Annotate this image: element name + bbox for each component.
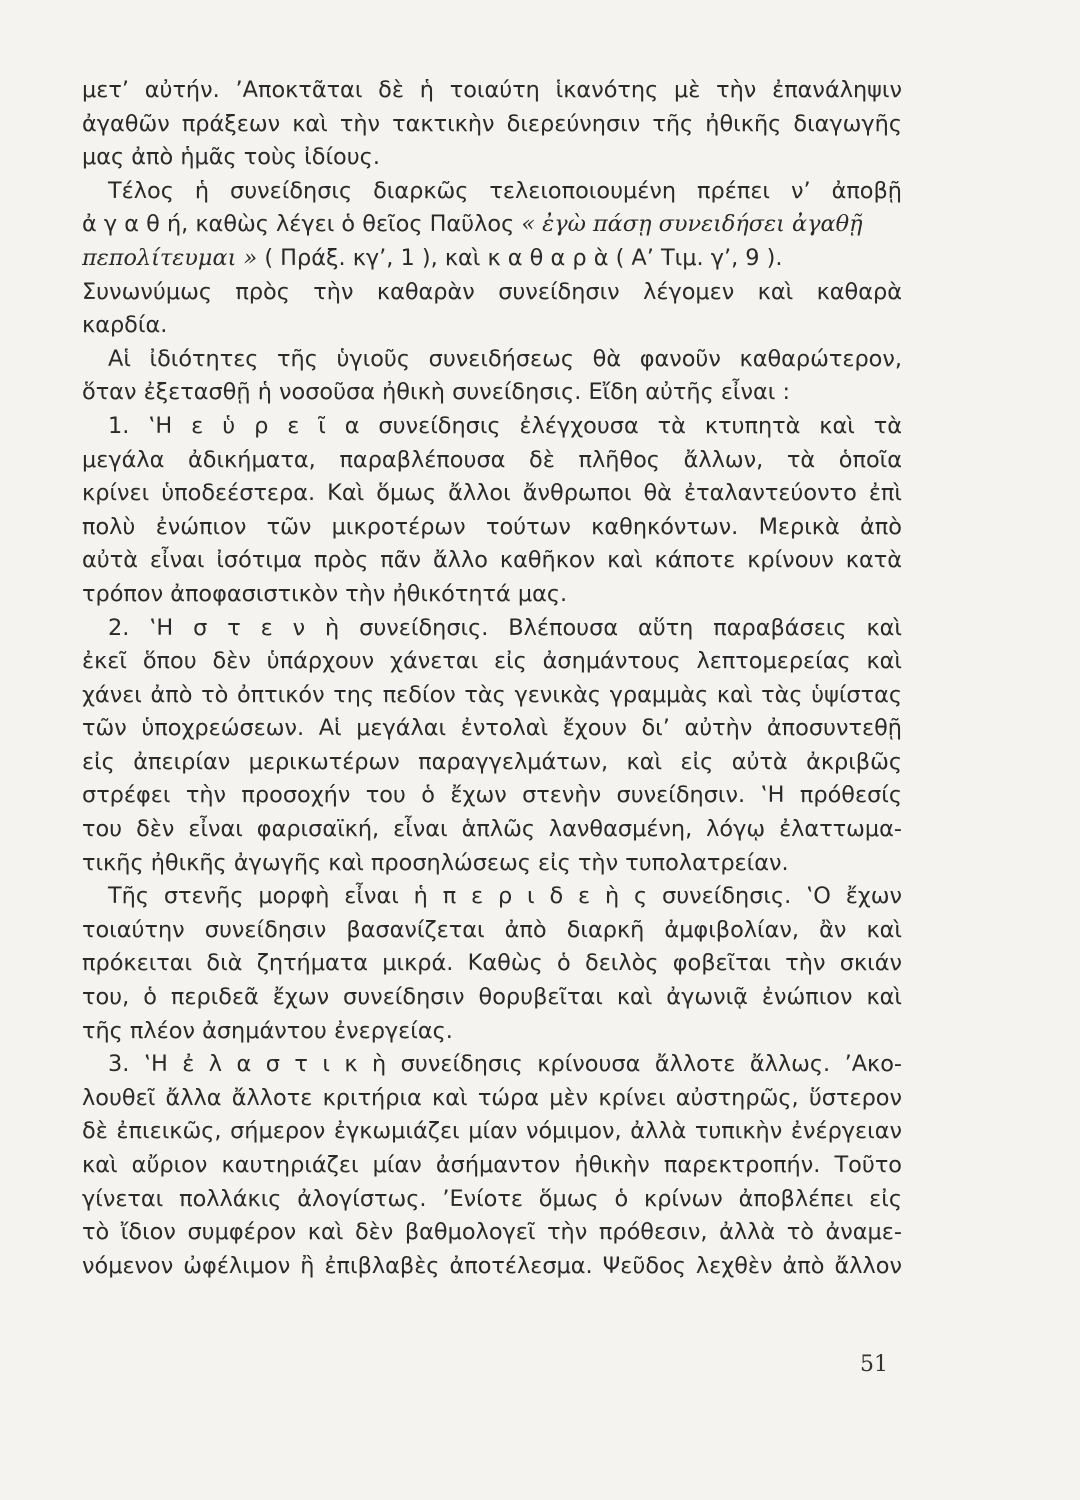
text-line: καὶ αὔριον καυτηριάζει μίαν ἀσήμαντον ἠθικὴν παρεκτροπήν. Τοῦτο: [82, 1152, 902, 1178]
quotation: « ἐγὼ πάσῃ συνειδήσει ἀγαθῇ: [521, 211, 863, 238]
text-line: αὐτὰ εἶναι ἰσότιμα πρὸς πᾶν ἄλλο καθῆκον καὶ κάποτε κρίνουν κατὰ: [82, 547, 902, 574]
text-line: τὸ ἴδιον συμφέρον καὶ δὲν βαθμολογεῖ τὴν πρόθεσιν, ἀλλὰ τὸ ἀναμε-: [82, 1219, 902, 1246]
text-line: τῶν ὑποχρεώσεων. Αἱ μεγάλαι ἐντολαὶ ἔχουν δι’ αὐτὴν ἀποσυντεθῇ: [82, 715, 902, 742]
text-line: του δὲν εἶναι φαρισαϊκή, εἶναι ἁπλῶς λανθασμένη, λόγῳ ἐλαττωμα-: [82, 816, 902, 843]
text-line: τρόπον ἀποφασιστικὸν τὴν ἠθικότητά μας.: [82, 580, 568, 607]
text-line: χάνει ἀπὸ τὸ ὀπτικόν της πεδίον τὰς γενικὰς γραμμὰς καὶ τὰς ὑψίστας: [82, 681, 902, 708]
text-line: Συνωνύμως πρὸς τὴν καθαρὰν συνείδησιν λέγομεν καὶ καθαρὰ: [82, 278, 902, 305]
text-line: λουθεῖ ἄλλα ἄλλοτε κριτήρια καὶ τώρα μὲν κρίνει αὐστηρῶς, ὕστερον: [82, 1084, 902, 1111]
text-line: ὅταν ἐξετασθῇ ἡ νοσοῦσα ἠθικὴ συνείδησις. Εἴδη αὐτῆς εἶναι :: [82, 379, 791, 406]
text-line: τῆς πλέον ἀσημάντου ἐνεργείας.: [82, 1017, 453, 1044]
quotation: πεπολίτευμαι »: [82, 244, 258, 271]
text-line: [82, 242, 902, 276]
text-line: [82, 208, 902, 242]
text-line: Τῆς στενῆς μορφὴ εἶναι ἡ π ε ρ ι δ ε ὴ ς συνείδησις. ‛Ο ἔχων: [108, 883, 902, 910]
text-line: Αἱ ἰδιότητες τῆς ὑγιοῦς συνειδήσεως θὰ φανοῦν καθαρώτερον,: [108, 345, 902, 372]
text-line: γίνεται πολλάκις ἀλογίστως. ’Ενίοτε ὅμως ὁ κρίνων ἀποβλέπει εἰς: [82, 1185, 902, 1212]
text-line: τοιαύτην συνείδησιν βασανίζεται ἀπὸ διαρκῆ ἀμφιβολίαν, ἂν καὶ: [82, 916, 902, 943]
text-line: μεγάλα ἀδικήματα, παραβλέπουσα δὲ πλῆθος ἄλλων, τὰ ὁποῖα: [82, 446, 902, 473]
text-span: ἀ γ α θ ή, καθὼς λέγει ὁ θεῖος Παῦλος: [82, 211, 515, 238]
text-line: 3. ‛Η ἐ λ α σ τ ι κ ὴ συνείδησις κρίνουσα ἄλλοτε ἄλλως. ’Ακο-: [108, 1051, 902, 1078]
text-line: ἐκεῖ ὅπου δὲν ὑπάρχουν χάνεται εἰς ἀσημάντους λεπτομερείας καὶ: [82, 648, 902, 675]
text-line: ἀγαθῶν πράξεων καὶ τὴν τακτικὴν διερεύνησιν τῆς ἠθικῆς διαγωγῆς: [82, 110, 902, 137]
text-line: του, ὁ περιδεᾶ ἔχων συνείδησιν θορυβεῖται καὶ ἀγωνιᾷ ἐνώπιον καὶ: [82, 984, 902, 1011]
text-line: εἰς ἀπειρίαν μερικωτέρων παραγγελμάτων, καὶ εἰς αὐτὰ ἀκριβῶς: [82, 748, 902, 775]
body-text: [82, 74, 902, 1283]
text-span: ( Πράξ. κγ’, 1 ), καὶ κ α θ α ρ ὰ ( Α’ Τιμ. γ’, 9 ).: [264, 244, 783, 271]
text-line: Τέλος ἡ συνείδησις διαρκῶς τελειοποιουμένη πρέπει ν’ ἀποβῇ: [108, 177, 902, 204]
text-line: πρόκειται διὰ ζητήματα μικρά. Καθὼς ὁ δειλὸς φοβεῖται τὴν σκιάν: [82, 950, 902, 977]
text-line: πολὺ ἐνώπιον τῶν μικροτέρων τούτων καθηκόντων. Μερικὰ ἀπὸ: [82, 513, 902, 540]
text-line: μετ’ αὐτήν. ’Αποκτᾶται δὲ ἡ τοιαύτη ἱκανότης μὲ τὴν ἐπανάληψιν: [82, 77, 902, 103]
text-line: στρέφει τὴν προσοχήν του ὁ ἔχων στενὴν συνείδησιν. ‛Η πρόθεσίς: [82, 782, 902, 809]
page-number: 51: [860, 1352, 888, 1377]
text-line: 2. ‛Η σ τ ε ν ὴ συνείδησις. Βλέπουσα αὕτη παραβάσεις καὶ: [108, 614, 902, 641]
text-line: καρδία.: [82, 312, 168, 339]
text-line: τικῆς ἠθικῆς ἀγωγῆς καὶ προσηλώσεως εἰς τὴν τυπολατρείαν.: [82, 849, 789, 876]
text-line: μας ἀπὸ ἡμᾶς τοὺς ἰδίους.: [82, 144, 380, 171]
text-line: 1. ‛Η ε ὑ ρ ε ῖ α συνείδησις ἐλέγχουσα τὰ κτυπητὰ καὶ τὰ: [108, 412, 902, 439]
text-line: δὲ ἐπιεικῶς, σήμερον ἐγκωμιάζει μίαν νόμιμον, ἀλλὰ τυπικὴν ἐνέργειαν: [82, 1118, 902, 1145]
text-line: κρίνει ὑποδεέστερα. Καὶ ὅμως ἄλλοι ἄνθρωποι θὰ ἐταλαντεύοντο ἐπὶ: [82, 480, 902, 507]
text-line: νόμενον ὠφέλιμον ἢ ἐπιβλαβὲς ἀποτέλεσμα. Ψεῦδος λεχθὲν ἀπὸ ἄλλον: [82, 1252, 902, 1279]
